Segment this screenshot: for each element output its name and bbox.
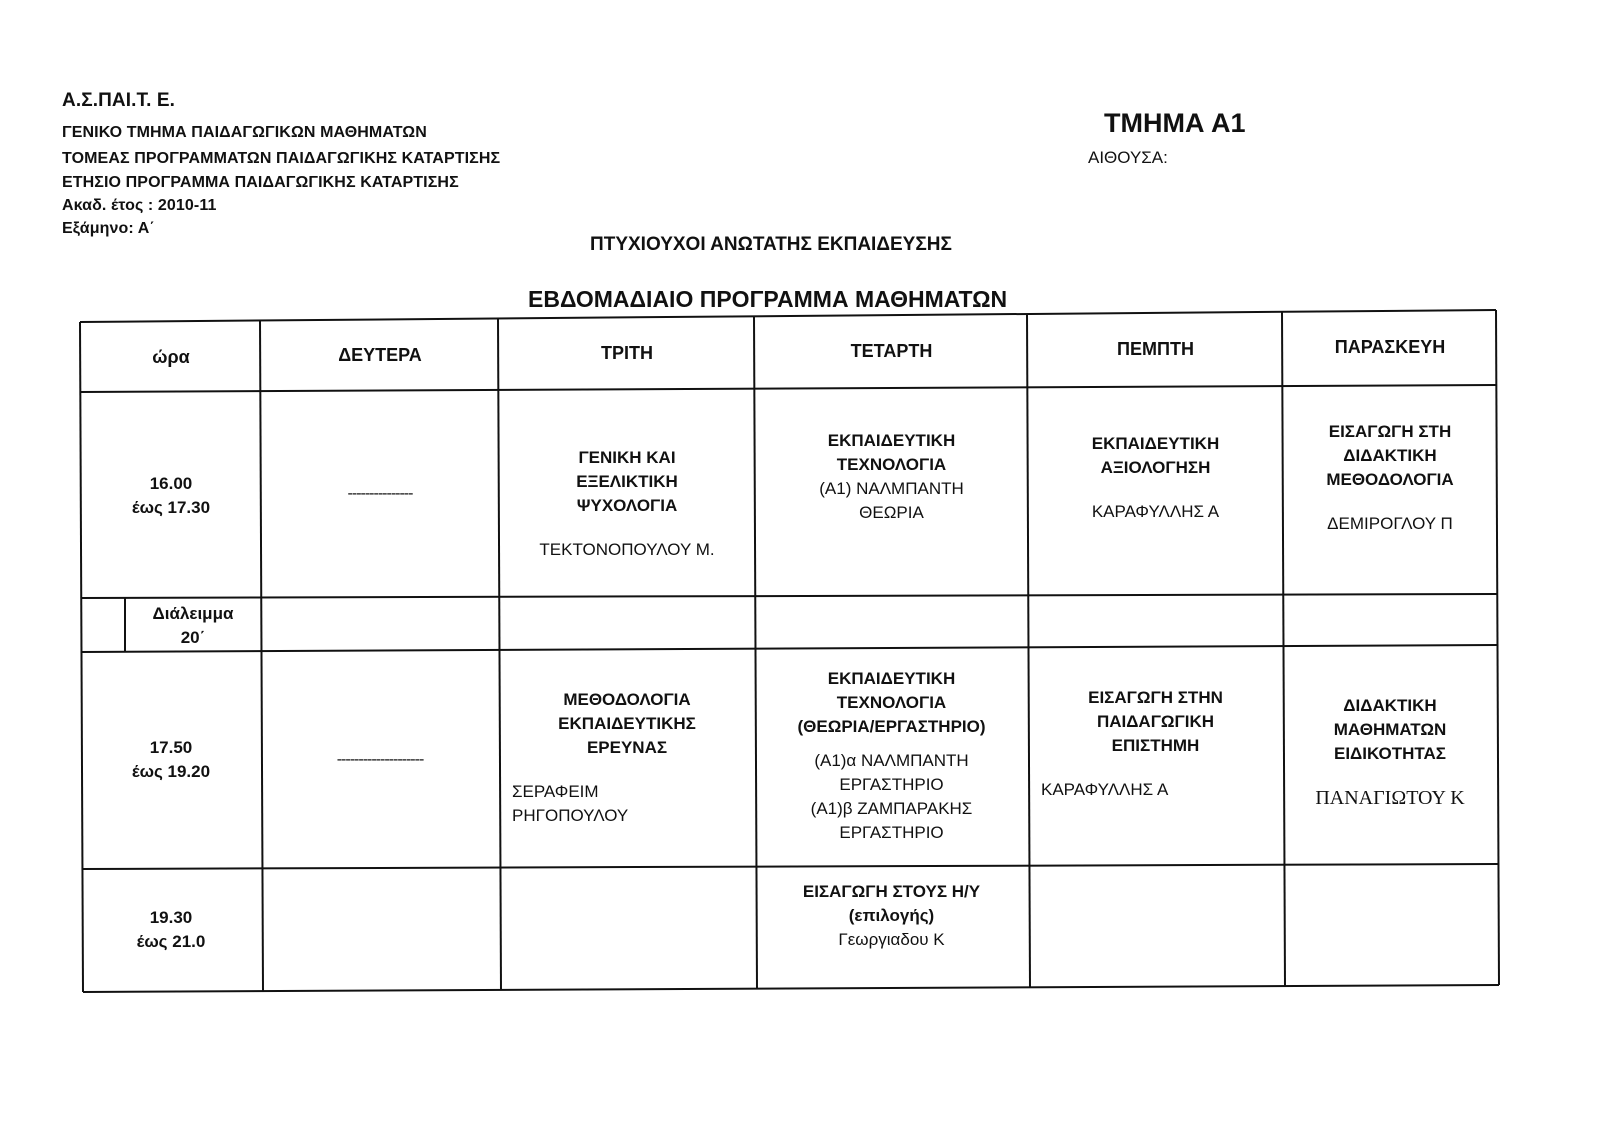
col-header-time: ώρα bbox=[152, 347, 190, 367]
time-slot-1 bbox=[82, 394, 260, 598]
course-title-line: ΔΙΔΑΚΤΙΚΗ bbox=[1343, 695, 1437, 715]
course-title-line: ΤΕΧΝΟΛΟΓΙΑ bbox=[836, 692, 947, 712]
course-title-line: ΠΑΙΔΑΓΩΓΙΚΗ bbox=[1096, 711, 1215, 731]
course-title-line: (ΘΕΩΡΙΑ/ΕΡΓΑΣΤΗΡΙΟ) bbox=[797, 716, 986, 736]
teacher-name: ΣΕΡΑΦΕΙΜ bbox=[512, 781, 599, 801]
thursday-slot-1 bbox=[1029, 388, 1282, 592]
tuesday-slot-1 bbox=[500, 392, 754, 596]
course-title-line: ΨΥΧΟΛΟΓΙΑ bbox=[576, 496, 678, 515]
col-header-thursday: ΠΕΜΠΤΗ bbox=[1117, 339, 1194, 359]
course-title-line: ΕΞΕΛΙΚΤΙΚΗ bbox=[576, 472, 678, 491]
time-slot-2 bbox=[82, 652, 260, 867]
course-title-line: (επιλογής) bbox=[848, 906, 935, 925]
course-title-line: ΕΙΣΑΓΩΓΗ ΣΤΗ bbox=[1328, 422, 1452, 441]
teacher-name: ΚΑΡΑΦΥΛΛΗΣ Α bbox=[1091, 502, 1220, 521]
time-slot-3 bbox=[82, 870, 260, 990]
empty-dashes: --------------- bbox=[347, 485, 413, 502]
time-to: έως 19.20 bbox=[131, 761, 211, 781]
wednesday-slot-3 bbox=[756, 866, 1027, 986]
break-duration: 20΄ bbox=[180, 628, 206, 647]
teacher-name: ΡΗΓΟΠΟΥΛΟΥ bbox=[512, 805, 629, 825]
time-from: 19.30 bbox=[149, 908, 193, 927]
course-title-line: ΕΙΣΑΓΩΓΗ ΣΤΗΝ bbox=[1088, 687, 1223, 707]
schedule-title: ΕΒΔΟΜΑΔΙΑΙΟ ΠΡΟΓΡΑΜΜΑ ΜΑΘΗΜΑΤΩΝ bbox=[528, 286, 1008, 312]
course-note: (Α1)β ΖΑΜΠΑΡΑΚΗΣ bbox=[810, 798, 973, 818]
course-note: ΕΡΓΑΣΤΗΡΙΟ bbox=[839, 822, 944, 842]
course-title-line: ΕΚΠΑΙΔΕΥΤΙΚΗ bbox=[827, 431, 956, 450]
course-title-line: ΑΞΙΟΛΟΓΗΣΗ bbox=[1100, 458, 1211, 477]
teacher-name: ΠΑΝΑΓΙΩΤΟΥ Κ bbox=[1315, 786, 1465, 809]
course-title-line: ΕΚΠΑΙΔΕΥΤΙΚΗ bbox=[1091, 434, 1220, 453]
col-header-monday: ΔΕΥΤΕΡΑ bbox=[338, 345, 422, 365]
col-header-tuesday: ΤΡΙΤΗ bbox=[601, 343, 653, 363]
break-label bbox=[126, 600, 260, 652]
course-title-line: ΔΙΔΑΚΤΙΚΗ bbox=[1343, 446, 1437, 465]
friday-slot-2 bbox=[1284, 644, 1496, 859]
time-from: 17.50 bbox=[149, 737, 193, 757]
course-title-line: ΜΑΘΗΜΑΤΩΝ bbox=[1333, 719, 1447, 739]
institution-name: Α.Σ.ΠΑΙ.Τ. Ε. bbox=[62, 90, 176, 111]
course-note: ΘΕΩΡΙΑ bbox=[859, 503, 924, 522]
course-title-line: ΕΙΔΙΚΟΤΗΤΑΣ bbox=[1334, 743, 1446, 763]
tuesday-slot-2 bbox=[500, 650, 754, 865]
course-title-line: ΜΕΘΟΔΟΛΟΓΙΑ bbox=[1326, 470, 1454, 489]
thursday-slot-2 bbox=[1029, 646, 1282, 861]
course-title-line: ΕΚΠΑΙΔΕΥΤΙΚΗ bbox=[827, 668, 956, 688]
wednesday-slot-1 bbox=[756, 390, 1027, 594]
col-header-friday: ΠΑΡΑΣΚΕΥΗ bbox=[1334, 337, 1446, 357]
section-title: ΤΜΗΜΑ Α1 bbox=[1104, 108, 1246, 138]
teacher-name: ΚΑΡΑΦΥΛΛΗΣ Α bbox=[1041, 779, 1169, 799]
program-name: ΕΤΗΣΙΟ ΠΡΟΓΡΑΜΜΑ ΠΑΙΔΑΓΩΓΙΚΗΣ ΚΑΤΑΡΤΙΣΗΣ bbox=[62, 174, 459, 191]
semester: Εξάμηνο: Α΄ bbox=[62, 220, 155, 237]
friday-slot-1 bbox=[1284, 386, 1496, 590]
course-note: ΕΡΓΑΣΤΗΡΙΟ bbox=[839, 774, 944, 794]
time-from: 16.00 bbox=[149, 474, 193, 493]
audience-heading: ΠΤΥΧΙΟΥΧΟΙ ΑΝΩΤΑΤΗΣ ΕΚΠΑΙΔΕΥΣΗΣ bbox=[590, 234, 952, 255]
time-to: έως 17.30 bbox=[131, 498, 211, 517]
course-note: (Α1) ΝΑΛΜΠΑΝΤΗ bbox=[819, 479, 964, 498]
course-title-line: ΕΡΕΥΝΑΣ bbox=[586, 737, 668, 757]
teacher-name: Γεωργιαδου Κ bbox=[838, 930, 945, 949]
course-title-line: ΓΕΝΙΚΗ ΚΑΙ bbox=[578, 448, 676, 467]
course-title-line: ΤΕΧΝΟΛΟΓΙΑ bbox=[836, 455, 947, 474]
time-to: έως 21.0 bbox=[136, 932, 206, 951]
teacher-name: ΔΕΜΙΡΟΓΛΟΥ Π bbox=[1327, 514, 1453, 533]
course-title-line: ΜΕΘΟΔΟΛΟΓΙΑ bbox=[563, 689, 691, 709]
room-label: ΑΙΘΟΥΣΑ: bbox=[1088, 148, 1168, 167]
teacher-name: ΤΕΚΤΟΝΟΠΟΥΛΟΥ Μ. bbox=[539, 540, 715, 559]
break-text: Διάλειμμα bbox=[152, 604, 234, 623]
academic-year: Ακαδ. έτος : 2010-11 bbox=[62, 197, 217, 214]
wednesday-slot-2 bbox=[756, 648, 1027, 863]
monday-slot-2 bbox=[262, 652, 498, 867]
sector-name: ΤΟΜΕΑΣ ΠΡΟΓΡΑΜΜΑΤΩΝ ΠΑΙΔΑΓΩΓΙΚΗΣ ΚΑΤΑΡΤΙΣΗΣ bbox=[62, 150, 501, 167]
course-title-line: ΕΚΠΑΙΔΕΥΤΙΚΗΣ bbox=[558, 713, 696, 733]
department-name: ΓΕΝΙΚΟ ΤΜΗΜΑ ΠΑΙΔΑΓΩΓΙΚΩΝ ΜΑΘΗΜΑΤΩΝ bbox=[62, 124, 427, 141]
empty-dashes: -------------------- bbox=[336, 750, 424, 768]
col-header-wednesday: ΤΕΤΑΡΤΗ bbox=[850, 341, 933, 361]
monday-slot-1 bbox=[262, 392, 498, 596]
course-title-line: ΕΠΙΣΤΗΜΗ bbox=[1111, 735, 1200, 755]
course-title-line: ΕΙΣΑΓΩΓΗ ΣΤΟΥΣ Η/Υ bbox=[802, 882, 981, 901]
course-note: (Α1)α ΝΑΛΜΠΑΝΤΗ bbox=[814, 750, 969, 770]
